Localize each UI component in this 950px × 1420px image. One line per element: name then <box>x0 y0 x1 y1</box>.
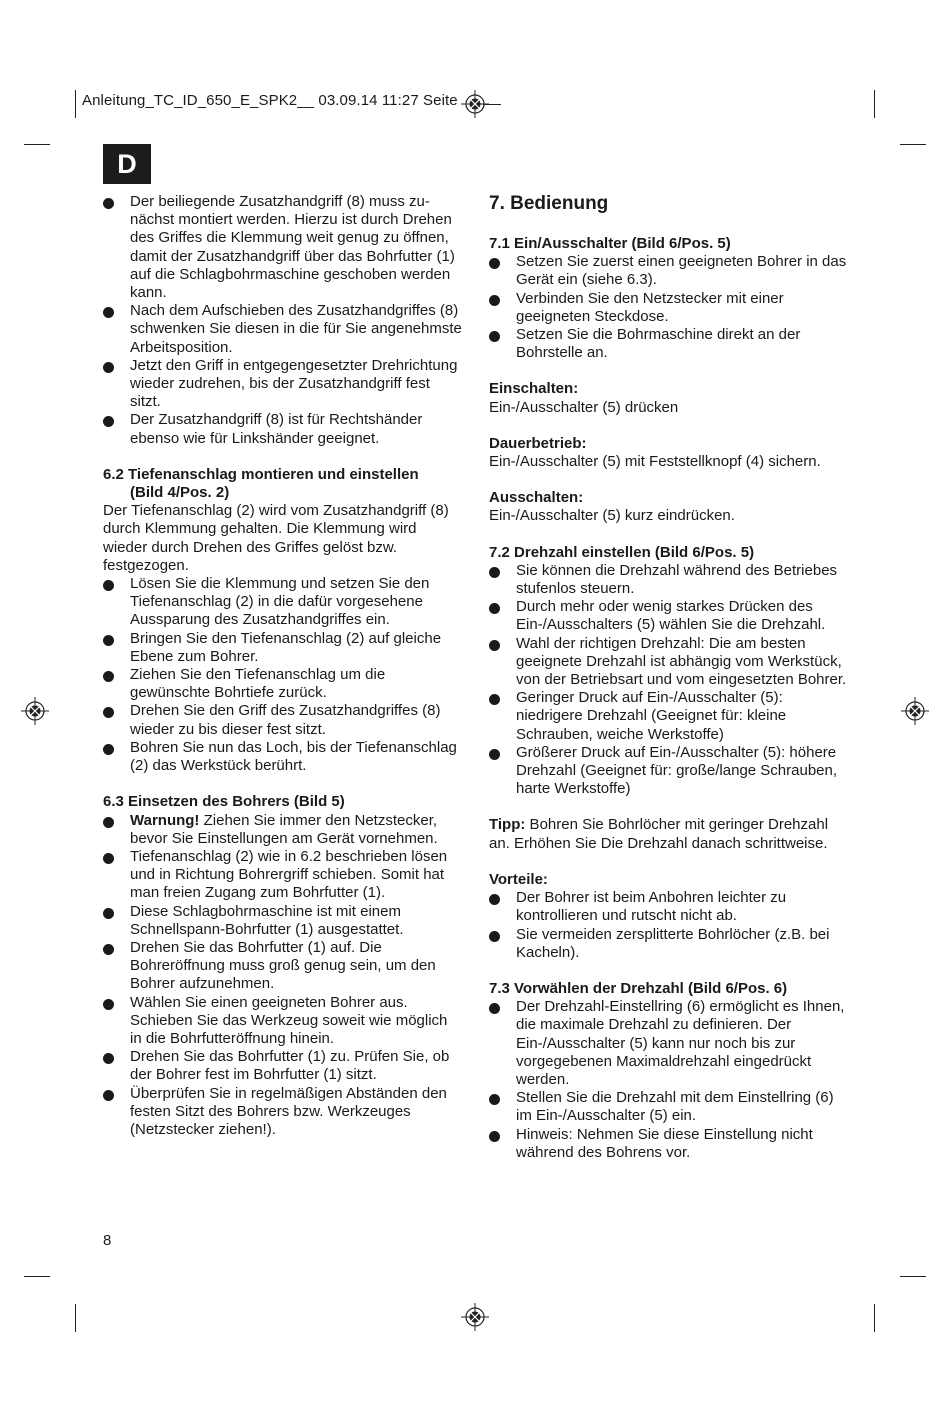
crop-mark <box>874 1304 875 1332</box>
list-item: Durch mehr oder wenig starkes Drücken des Ein-/Ausschalters (5) wählen Sie die Drehzahl. <box>489 598 851 634</box>
tip-text: Bohren Sie Bohrlöcher mit geringer Drehzahl an. Erhöhen Sie Die Drehzahl danach schrittweise. <box>489 816 829 852</box>
switch-list <box>489 253 851 362</box>
list-item: Drehen Sie das Bohrfutter (1) zu. Prüfen Sie, ob der Bohrer fest im Bohrfutter (1) sitzt. <box>103 1048 463 1084</box>
drill-insert-list <box>103 812 463 1140</box>
switch-off-title: Ausschalten: <box>489 489 584 507</box>
list-item: Bohren Sie nun das Loch, bis der Tiefenanschlag (2) das Werkstück berührt. <box>103 739 463 775</box>
crop-mark <box>24 144 50 145</box>
crop-mark <box>900 1276 926 1277</box>
section-7-2-title: 7.2 Drehzahl einstellen (Bild 6/Pos. 5) <box>489 543 755 561</box>
section-6-2-title: 6.2 Tiefenanschlag montieren und einstellen <box>103 465 419 483</box>
continuous-operation-title: Dauerbetrieb: <box>489 434 587 452</box>
list-item: Wahl der richtigen Drehzahl: Die am besten geeignete Drehzahl ist abhängig vom Werkstück, von der Betriebsart und vom eingesetzten Bohrer. <box>489 635 851 690</box>
handle-mount-list <box>103 193 463 448</box>
tip-label: Tipp: <box>489 816 526 834</box>
list-item: Ziehen Sie den Tiefenanschlag um die gewünschte Bohrtiefe zurück. <box>103 666 463 702</box>
switch-on-text: Ein-/Ausschalter (5) drücken <box>489 398 679 416</box>
crop-mark <box>75 90 76 118</box>
print-slug: Anleitung_TC_ID_650_E_SPK2__ 03.09.14 11:27 Seite <box>82 92 458 109</box>
tip-paragraph <box>489 816 851 852</box>
list-item: Wählen Sie einen geeigneten Bohrer aus. Schieben Sie das Werkzeug soweit wie möglich in die Bohrfutteröffnung hinein. <box>103 994 463 1049</box>
advantages-title: Vorteile: <box>489 870 548 888</box>
section-6-2-intro: Der Tiefenanschlag (2) wird vom Zusatzhandgriff (8) durch Klemmung gehalten. Die Klemmung wird wieder durch Drehen des Griffes gelöst bzw. festgezogen. <box>103 502 449 574</box>
list-item: Der Zusatzhandgriff (8) ist für Rechtshänder ebenso wie für Linkshänder geeignet. <box>103 411 463 447</box>
list-item: Der beiliegende Zusatzhandgriff (8) muss zu-nächst montiert werden. Hierzu ist durch Drehen des Griffes die Klemmung weit genug zu öffnen, damit der Zusatzhandgriff über das Bohrfutter (1) auf die Schlagbohrmaschine geschoben werden kann. <box>103 193 463 302</box>
crop-mark <box>874 90 875 118</box>
speed-list <box>489 562 851 799</box>
section-7-1-title: 7.1 Ein/Ausschalter (Bild 6/Pos. 5) <box>489 235 731 252</box>
warning-text: Ziehen Sie immer den Netzstecker, bevor Sie Einstellungen am Gerät vornehmen. <box>130 811 438 847</box>
section-6-2-subtitle: (Bild 4/Pos. 2) <box>130 484 230 502</box>
list-item: Der Drehzahl-Einstellring (6) ermöglicht es Ihnen, die maximale Drehzahl zu definieren. Der Ein-/Ausschalter (5) kann nur noch bis zur vorgegebenen Maximaldrehzahl eingedrückt werden. <box>489 998 851 1089</box>
section-6-3-title: 6.3 Einsetzen des Bohrers (Bild 5) <box>103 793 345 811</box>
left-column <box>103 193 463 1139</box>
warning-label: Warnung! <box>130 811 200 829</box>
registration-mark-icon <box>461 1303 489 1331</box>
continuous-operation-text: Ein-/Ausschalter (5) mit Feststellknopf (4) sichern. <box>489 453 821 471</box>
list-item: Hinweis: Nehmen Sie diese Einstellung nicht während des Bohrens vor. <box>489 1126 851 1162</box>
list-item-warning <box>103 812 463 848</box>
language-badge: D <box>103 144 151 184</box>
list-item: Lösen Sie die Klemmung und setzen Sie den Tiefenanschlag (2) in die dafür vorgesehene Aussparung des Zusatzhandgriffes ein. <box>103 575 463 630</box>
crop-mark <box>900 144 926 145</box>
list-item: Drehen Sie den Griff des Zusatzhandgriffes (8) wieder zu bis dieser fest sitzt. <box>103 702 463 738</box>
list-item: Verbinden Sie den Netzstecker mit einer geeigneten Steckdose. <box>489 290 851 326</box>
page-number: 8 <box>103 1232 112 1249</box>
list-item: Überprüfen Sie in regelmäßigen Abständen den festen Sitzt des Bohrers bzw. Werkzeuges (Netzstecker ziehen!). <box>103 1085 463 1140</box>
list-item: Drehen Sie das Bohrfutter (1) auf. Die Bohreröffnung muss groß genug sein, um den Bohrer aufzunehmen. <box>103 939 463 994</box>
list-item: Tiefenanschlag (2) wie in 6.2 beschrieben lösen und in Richtung Bohrergriff schieben. Somit hat man freien Zugang zum Bohrfutter (1). <box>103 848 463 903</box>
switch-off-text: Ein-/Ausschalter (5) kurz eindrücken. <box>489 507 735 525</box>
right-column <box>489 193 851 1162</box>
list-item: Nach dem Aufschieben des Zusatzhandgriffes (8) schwenken Sie diesen in die für Sie angenehmste Arbeitsposition. <box>103 302 463 357</box>
list-item: Bringen Sie den Tiefenanschlag (2) auf gleiche Ebene zum Bohrer. <box>103 630 463 666</box>
crop-mark <box>483 104 501 105</box>
crop-mark <box>75 1304 76 1332</box>
section-7-title: 7. Bedienung <box>489 193 609 214</box>
switch-on-title: Einschalten: <box>489 380 579 398</box>
list-item: Stellen Sie die Drehzahl mit dem Einstellring (6) im Ein-/Ausschalter (5) ein. <box>489 1089 851 1125</box>
speed-preselect-list <box>489 998 851 1162</box>
list-item: Geringer Druck auf Ein-/Ausschalter (5): niedrigere Drehzahl (Geeignet für: kleine Schrauben, weiche Werkstoffe) <box>489 689 851 744</box>
advantages-list <box>489 889 851 962</box>
list-item: Größerer Druck auf Ein-/Ausschalter (5): höhere Drehzahl (Geeignet für: große/lange Schrauben, harte Werkstoffe) <box>489 744 851 799</box>
list-item: Jetzt den Griff in entgegengesetzter Drehrichtung wieder zudrehen, bis der Zusatzhandgriff fest sitzt. <box>103 357 463 412</box>
registration-mark-icon <box>21 697 49 725</box>
registration-mark-icon <box>901 697 929 725</box>
section-7-3-title: 7.3 Vorwählen der Drehzahl (Bild 6/Pos. 6) <box>489 979 788 997</box>
list-item: Diese Schlagbohrmaschine ist mit einem Schnellspann-Bohrfutter (1) ausgestattet. <box>103 903 463 939</box>
list-item: Setzen Sie zuerst einen geeigneten Bohrer in das Gerät ein (siehe 6.3). <box>489 253 851 289</box>
list-item: Sie können die Drehzahl während des Betriebes stufenlos steuern. <box>489 562 851 598</box>
list-item: Sie vermeiden zersplitterte Bohrlöcher (z.B. bei Kacheln). <box>489 926 851 962</box>
list-item: Der Bohrer ist beim Anbohren leichter zu kontrollieren und rutscht nicht ab. <box>489 889 851 925</box>
crop-mark <box>24 1276 50 1277</box>
depth-stop-list <box>103 575 463 775</box>
list-item: Setzen Sie die Bohrmaschine direkt an der Bohrstelle an. <box>489 326 851 362</box>
